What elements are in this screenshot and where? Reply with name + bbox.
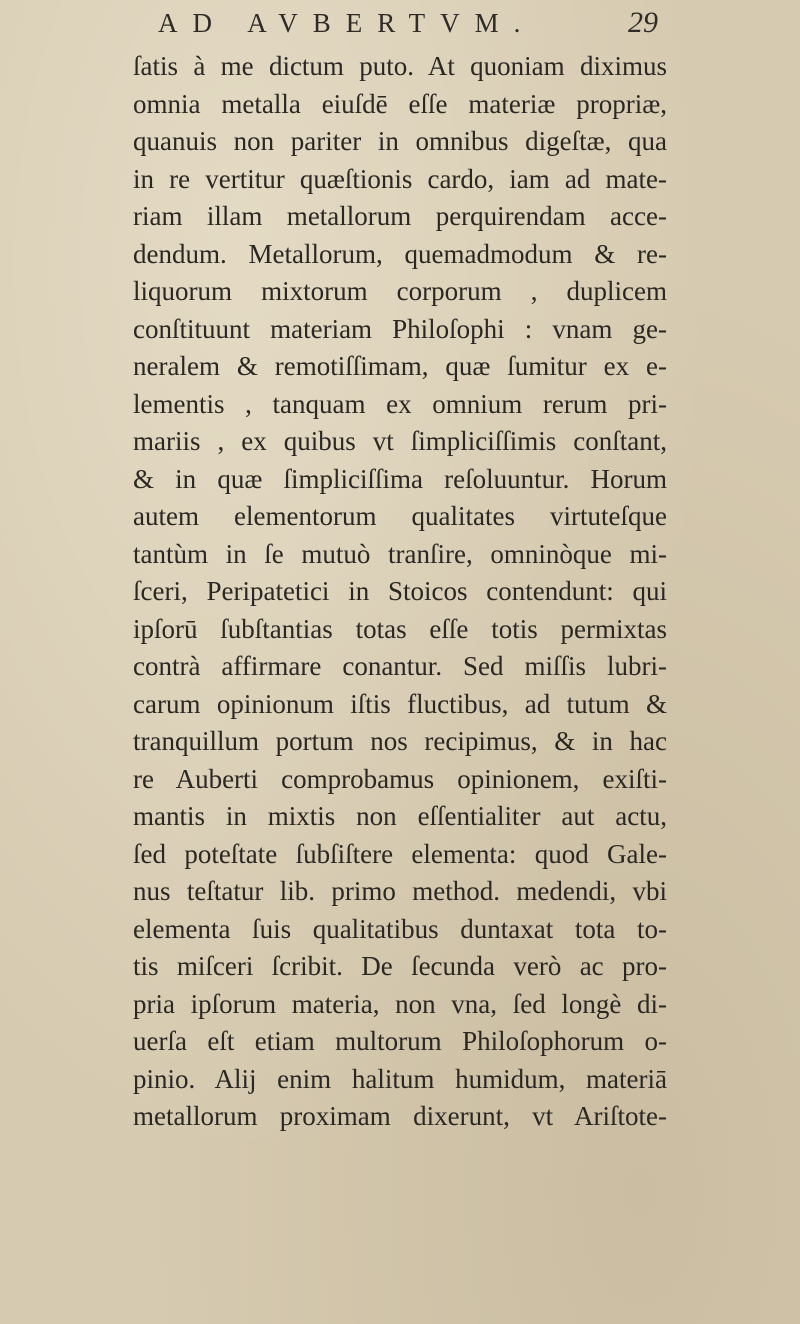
body-text bbox=[133, 48, 667, 1136]
text-line: dendum. Metallorum, quemadmodum & re- bbox=[133, 238, 667, 269]
running-head bbox=[158, 4, 658, 40]
text-line: ſceri, Peripatetici in Stoicos contendunt: qui bbox=[133, 576, 667, 606]
text-line: liquorum mixtorum corporum , duplicem bbox=[133, 276, 667, 306]
text-line: metallorum proximam dixerunt, vt Ariſtote- bbox=[133, 1101, 667, 1131]
text-line: tis miſceri ſcribit. De ſecunda verò ac pro- bbox=[133, 951, 667, 981]
text-line: ſatis à me dictum puto. At quoniam diximus bbox=[133, 51, 667, 81]
text-line: tranquillum portum nos recipimus, & in hac bbox=[133, 726, 667, 756]
text-line: uerſa eſt etiam multorum Philoſophorum o- bbox=[133, 1026, 667, 1056]
text-line: neralem & remotiſſimam, quæ ſumitur ex e- bbox=[133, 351, 667, 381]
text-line: mantis in mixtis non eſſentialiter aut actu, bbox=[133, 801, 667, 831]
text-line: conſtituunt materiam Philoſophi : vnam ge- bbox=[133, 313, 667, 344]
text-line: ſed poteſtate ſubſiſtere elementa: quod Gale- bbox=[133, 838, 667, 869]
text-line: autem elementorum qualitates virtuteſque bbox=[133, 501, 667, 531]
text-line: pria ipſorum materia, non vna, ſed longè di- bbox=[133, 988, 667, 1019]
text-line: in re vertitur quæſtionis cardo, iam ad mate- bbox=[133, 163, 667, 194]
running-title: AD AVBERTVM. bbox=[158, 8, 536, 38]
text-line: contrà affirmare conantur. Sed miſſis lubri- bbox=[133, 651, 667, 681]
text-line: & in quæ ſimpliciſſima reſoluuntur. Horum bbox=[133, 463, 667, 494]
text-line: ipſorū ſubſtantias totas eſſe totis permixtas bbox=[133, 613, 667, 644]
text-line: quanuis non pariter in omnibus digeſtæ, qua bbox=[133, 126, 667, 156]
page-number: 29 bbox=[628, 6, 658, 39]
text-line: elementa ſuis qualitatibus duntaxat tota to- bbox=[133, 913, 667, 944]
text-line: nus teſtatur lib. primo method. medendi, vbi bbox=[133, 876, 667, 906]
text-line: lementis , tanquam ex omnium rerum pri- bbox=[133, 388, 667, 419]
text-line: mariis , ex quibus vt ſimpliciſſimis conſtant, bbox=[133, 426, 667, 456]
text-line: omnia metalla eiuſdē eſſe materiæ propriæ, bbox=[133, 88, 667, 119]
text-line: re Auberti comprobamus opinionem, exiſti- bbox=[133, 763, 667, 794]
text-line: carum opinionum iſtis fluctibus, ad tutum & bbox=[133, 688, 667, 719]
text-line: riam illam metallorum perquirendam acce- bbox=[133, 201, 667, 231]
text-line: tantùm in ſe mutuò tranſire, omninòque mi- bbox=[133, 538, 667, 569]
text-line: pinio. Alij enim halitum humidum, materiā bbox=[133, 1063, 667, 1094]
